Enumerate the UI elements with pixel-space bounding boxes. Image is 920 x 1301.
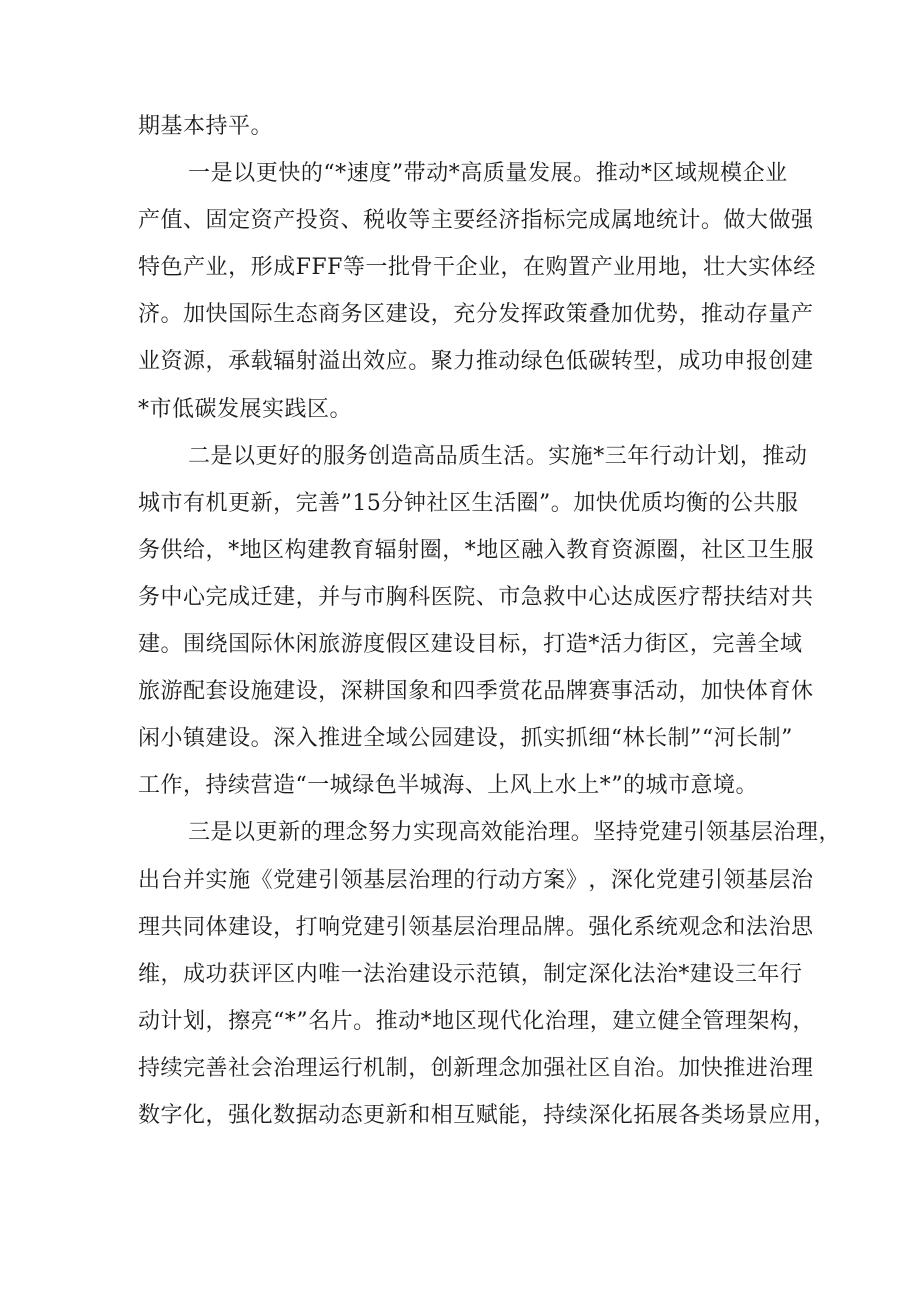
text-line: 旅 游 配 套 设 施 建 设 ， 深 耕 国 象 和 四 季 赏 花 品 牌 赛 事 活 动 ， 加 快 体 育 休 — [138, 679, 814, 705]
text-line: 务 中 心 完 成 迁 建 ， 并 与 市 胸 科 医 院 、 市 急 救 中 心 达 成 医 疗 帮 扶 结 对 共 — [138, 584, 814, 610]
document-body — [138, 103, 841, 1139]
text-line: 出 台 并 实 施 《 党 建 引 领 基 层 治 理 的 行 动 方 案 》 ， 深 化 党 建 引 领 基 层 治 — [138, 867, 814, 893]
text-line: 维 ， 成 功 获 评 区 内 唯 一 法 治 建 设 示 范 镇 ， 制 定 深 化 法 治 * 建 设 三 年 行 — [138, 961, 803, 987]
text-line: 济 。 加 快 国 际 生 态 商 务 区 建 设 ， 充 分 发 挥 政 策 叠 加 优 势 ， 推 动 存 量 产 — [138, 302, 814, 328]
text-line: 建 。 围 绕 国 际 休 闲 旅 游 度 假 区 建 设 目 标 ， 打 造 * 活 力 街 区 ， 完 善 全 域 — [138, 632, 803, 658]
text-line: 持 续 完 善 社 会 治 理 运 行 机 制 ， 创 新 理 念 加 强 社 区 自 治 。 加 快 推 进 治 理 — [138, 1055, 814, 1081]
text-line: 产 值 、 固 定 资 产 投 资 、 税 收 等 主 要 经 济 指 标 完 成 属 地 统 计 。 做 大 做 强 — [138, 208, 814, 234]
text-line: 城 市 有 机 更 新 ， 完 善 ” 15 分 钟 社 区 生 活 圈 ” 。 加 快 优 质 均 衡 的 公 共 服 — [138, 490, 799, 516]
text-line: *市低碳发展实践区。 — [138, 396, 353, 422]
text-line: 三 是 以 更 新 的 理 念 努 力 实 现 高 效 能 治 理 。 坚 持 党 建 引 领 基 层 治 理 ， — [188, 820, 841, 846]
text-line: 数 字 化 ， 强 化 数 据 动 态 更 新 和 相 互 赋 能 ， 持 续 深 化 拓 展 各 类 场 景 应 用 ， — [138, 1102, 836, 1128]
text-line: 动 计 划 ， 擦 亮 “ * ” 名 片 。 推 动 * 地 区 现 代 化 治 理 ， 建 立 健 全 管 理 架 构 ， — [138, 1008, 815, 1034]
text-line: 工作，持续营造“一城绿色半城海、上风上水上*”的城市意境。 — [138, 773, 758, 799]
text-line: 务 供 给 ， * 地 区 构 建 教 育 辐 射 圈 ， * 地 区 融 入 教 育 资 源 圈 ， 社 区 卫 生 服 — [138, 537, 814, 563]
text-line: 二 是 以 更 好 的 服 务 创 造 高 品 质 生 活 。 实 施 * 三 年 行 动 计 划 ， 推 动 — [188, 443, 808, 469]
text-line: 闲 小 镇 建 设 。 深 入 推 进 全 域 公 园 建 设 ， 抓 实 抓 细 “ 林 长 制 ” “ 河 长 制 ” — [138, 726, 793, 752]
text-line: 一 是 以 更 快 的 “ * 速 度 ” 带 动 * 高 质 量 发 展 。 推 动 * 区 域 规 模 企 业 — [188, 161, 788, 187]
text-line: 业 资 源 ， 承 载 辐 射 溢 出 效 应 。 聚 力 推 动 绿 色 低 碳 转 型 ， 成 功 申 报 创 建 — [138, 349, 814, 375]
text-line: 期基本持平。 — [138, 114, 274, 139]
text-line: 特 色 产 业 ， 形 成 FFF 等 一 批 骨 干 企 业 ， 在 购 置 产 业 用 地 ， 壮 大 实 体 经 — [138, 255, 816, 281]
text-line: 理 共 同 体 建 设 ， 打 响 党 建 引 领 基 层 治 理 品 牌 。 强 化 系 统 观 念 和 法 治 思 — [138, 914, 814, 940]
